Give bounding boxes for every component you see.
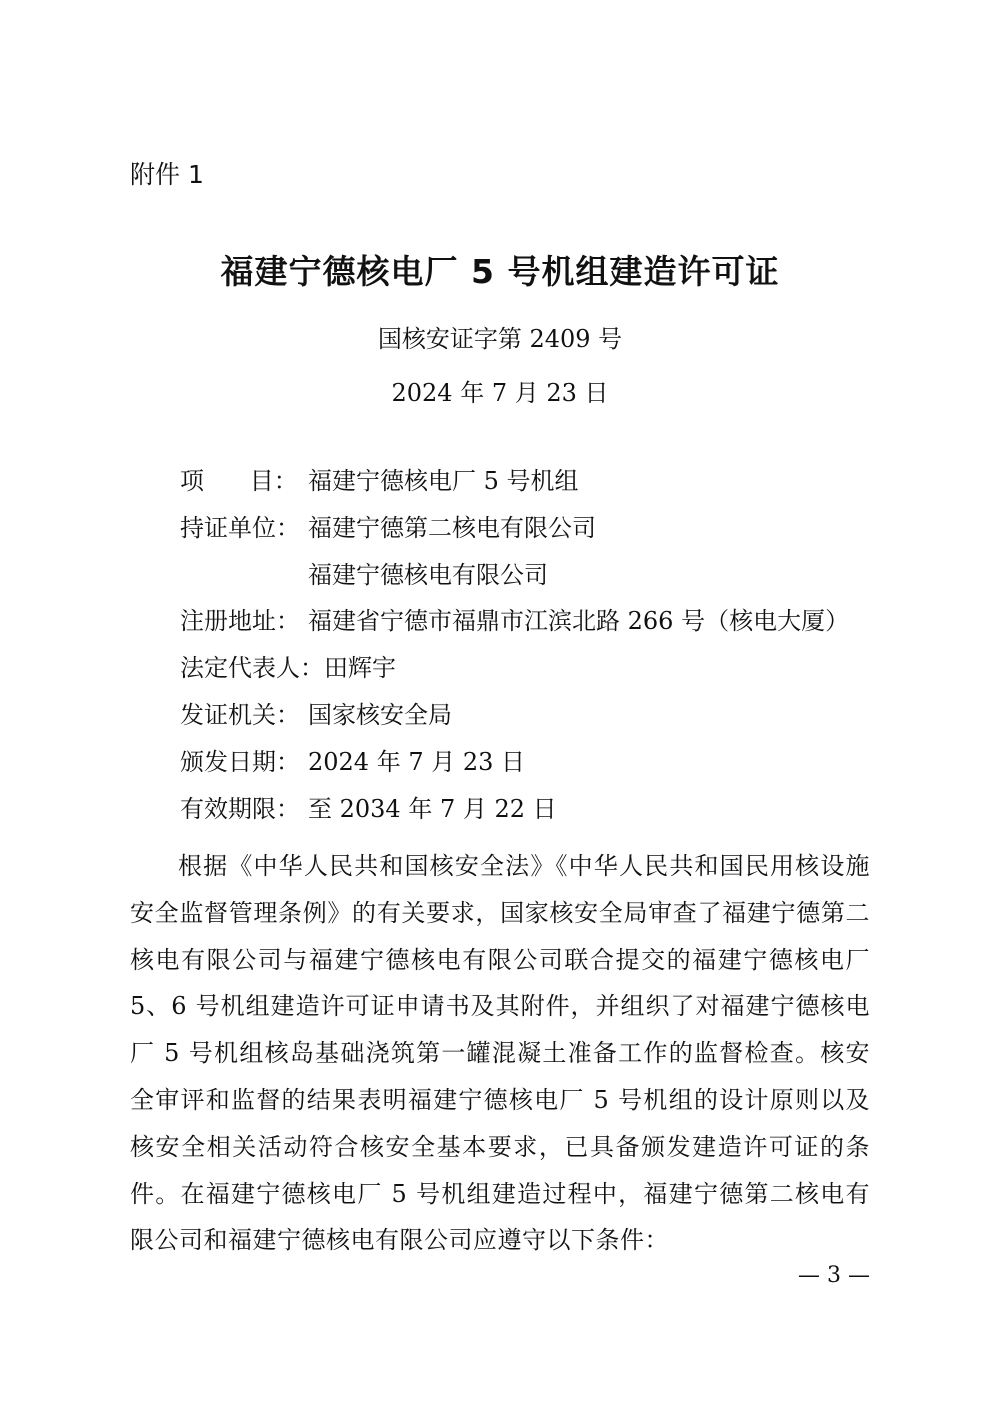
field-issuer [180,698,452,732]
field-holder-label: 持证单位： [180,514,300,542]
field-holder [180,511,596,545]
field-address-label: 注册地址： [180,607,300,635]
field-issuer-value: 国家核安全局 [308,701,452,729]
field-project [180,464,579,498]
field-project-value: 福建宁德核电厂 5 号机组 [308,467,579,495]
field-validity-label: 有效期限： [180,795,300,823]
page-number: — 3 — [798,1263,870,1288]
field-issue-date [180,745,525,779]
attachment-label: 附件 1 [130,160,204,189]
field-issuer-label: 发证机关： [180,701,300,729]
field-issue-date-label: 颁发日期： [180,748,300,776]
field-representative [180,651,396,685]
field-project-label: 项 目： [180,467,298,495]
document-title: 福建宁德核电厂 5 号机组建造许可证 [220,252,780,291]
field-address [180,604,849,638]
license-date: 2024 年 7 月 23 日 [391,379,609,407]
field-holder-value-2: 福建宁德核电有限公司 [308,561,548,589]
field-issue-date-value: 2024 年 7 月 23 日 [308,748,526,776]
body-paragraph: 根据《中华人民共和国核安全法》《中华人民共和国民用核设施安全监督管理条例》的有关要求，国家核安全局审查了福建宁德第二核电有限公司与福建宁德核电有限公司联合提交的福建宁德核电厂 5、6 号机组建造许可证申请书及其附件，并组织了对福建宁德核电厂 5 号机组核岛基础浇筑第一罐混凝土准备工作的监督检查。核安全审评和监督的结果表明福建宁德核电厂 5 号机组的设计原则以及核安全相关活动符合核安全基本要求，已具备颁发建造许可证的条件。在福建宁德核电厂 5 号机组建造过程中，福建宁德第二核电有限公司和福建宁德核电有限公司应遵守以下条件： [130,852,870,1255]
field-holder-2 [180,558,548,592]
field-validity [180,792,557,826]
field-representative-value: 田辉宇 [324,654,396,682]
field-address-value: 福建省宁德市福鼎市江滨北路 266 号（核电大厦） [308,607,850,635]
field-representative-label: 法定代表人： [180,654,324,682]
field-holder-value-1: 福建宁德第二核电有限公司 [308,514,596,542]
field-validity-value: 至 2034 年 7 月 22 日 [308,795,557,823]
license-number: 国核安证字第 2409 号 [377,325,623,353]
